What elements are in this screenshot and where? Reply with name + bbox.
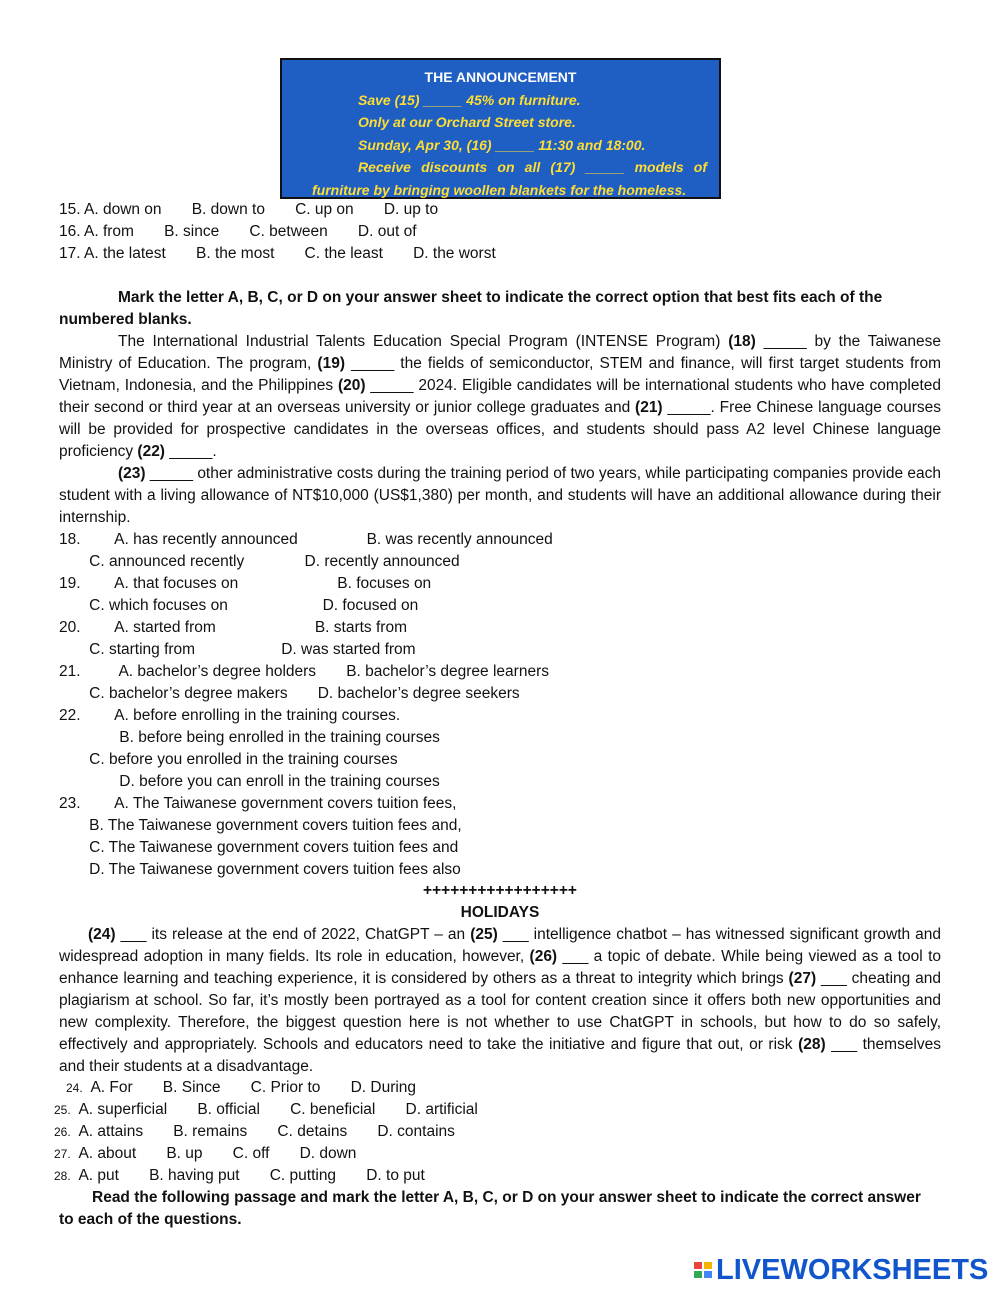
passage-paragraph: The International Industrial Talents Education Special Program (INTENSE Program) (18) _____ by the Taiwanese Ministry of Education. The program, (19) _____ the fields of semiconductor, STEM and finance, will first target students from Vietnam, Indonesia, and the Philippines (20) _____ 2024. Eligible candidates will be international students who have completed their second or third year at an overseas university or junior college graduates and (21) _____. Free Chinese language courses will be provided for prospective candidates in the overseas offices, and students should pass A2 level Chinese language proficiency (22) _____. [59,333,941,460]
question-15: 15. A. down on B. down to C. up on D. up to [59,201,439,218]
blank-number: (28) [798,1036,826,1053]
question-number: 24. [66,1081,83,1095]
section-instruction: Mark the letter A, B, C, or D on your answer sheet to indicate the correct option that best fits each of the [118,289,883,306]
option-text: A. For B. Since C. Prior to D. During [82,1079,417,1096]
announcement-title: THE ANNOUNCEMENT [424,69,577,85]
option-line [66,1077,416,1099]
blank-number: (18) [728,333,756,350]
blank-number: (27) [788,970,817,987]
announcement-line: Only at our Orchard Street store. [358,114,576,130]
option-line: 22. A. before enrolling in the training courses. [59,707,401,724]
option-line: 19. A. that focuses on B. focuses on [59,575,432,592]
liveworksheets-logo [694,1255,988,1285]
option-text: A. put B. having put C. putting D. to put [70,1167,425,1184]
option-line: C. before you enrolled in the training courses [59,751,398,768]
section-instruction: numbered blanks. [59,311,192,328]
announcement-banner [280,58,721,199]
question-number: 26. [54,1125,71,1139]
question-number: 27. [54,1147,71,1161]
section-instruction: to each of the questions. [59,1211,242,1228]
option-line: D. The Taiwanese government covers tuition fees also [59,861,461,878]
passage-paragraph: (24) ___ its release at the end of 2022, ChatGPT – an (25) ___ intelligence chatbot – has witnessed significant growth and widespread adoption in many fields. Its role in education, however, (26) ___ a topic of debate. While being viewed as a tool to enhance learning and teaching experience, it is considered by others as a threat to integrity which brings (27) ___ cheating and plagiarism at school. So far, it’s mostly been portrayed as a tool for content creation since it offers both new opportunities and new complexity. Therefore, the biggest question here is not whether to use ChatGPT in schools, but how to do so safely, effectively and appropriately. Schools and educators need to take the initiative and figure that out, or risk (28) ___ themselves and their students at a disadvantage. [59,926,941,1075]
option-line: 21. A. bachelor’s degree holders B. bachelor’s degree learners [59,663,549,680]
option-line: C. announced recently D. recently announced [59,553,460,570]
announcement-line: furniture by bringing woollen blankets for the homeless. [312,181,687,198]
option-line: 18. A. has recently announced B. was recently announced [59,531,553,548]
option-text: A. about B. up C. off D. down [70,1145,357,1162]
announcement-line: Sunday, Apr 30, (16) _____ 11:30 and 18:00. [358,136,646,153]
blank-number: (23) [118,465,146,482]
section-title: HOLIDAYS [460,904,540,921]
option-line: C. starting from D. was started from [59,641,416,658]
option-line: 20. A. started from B. starts from [59,619,407,636]
blank-number: (21) [635,399,663,416]
option-text: A. superficial B. official C. beneficial D. artificial [70,1101,478,1118]
option-line: B. The Taiwanese government covers tuition fees and, [59,817,462,834]
blank-number: (20) [337,377,366,394]
blank-number: (26) [529,948,558,965]
option-line [54,1165,425,1187]
option-line [54,1143,356,1165]
question-number: 28. [54,1169,71,1183]
logo-text: LIVEWORKSHEETS [716,1253,989,1286]
liveworksheets-icon [694,1262,712,1278]
option-line: D. before you can enroll in the training courses [59,773,440,790]
option-line: C. which focuses on D. focused on [59,597,419,614]
blank-number: (24) [88,926,116,943]
question-16: 16. A. from B. since C. between D. out of [59,223,417,240]
option-line: B. before being enrolled in the training courses [59,729,440,746]
section-instruction: Read the following passage and mark the letter A, B, C, or D on your answer sheet to indicate the correct answer [92,1189,921,1206]
separator: +++++++++++++++++ [423,882,577,899]
announcement-line: Receive discounts on all (17) _____ models of [358,159,707,175]
blank-number: (19) [317,355,345,372]
option-line: 23. A. The Taiwanese government covers tuition fees, [59,795,457,812]
option-text: A. attains B. remains C. detains D. contains [70,1123,455,1140]
option-line: C. The Taiwanese government covers tuition fees and [59,839,459,856]
passage-paragraph: (23) _____ other administrative costs during the training period of two years, while participating companies provide each student with a living allowance of NT$10,000 (US$1,380) per month, and students will have an additional allowance during their internship. [59,465,941,526]
announcement-line: Save (15) _____ 45% on furniture. [358,91,581,108]
option-line [54,1121,455,1143]
blank-number: (22) [137,443,165,460]
question-number: 25. [54,1103,71,1117]
option-line: C. bachelor’s degree makers D. bachelor’s degree seekers [59,685,520,702]
option-line [54,1099,478,1121]
blank-number: (25) [470,926,498,943]
question-17: 17. A. the latest B. the most C. the least D. the worst [59,245,496,262]
announcement-paragraph [282,156,719,201]
